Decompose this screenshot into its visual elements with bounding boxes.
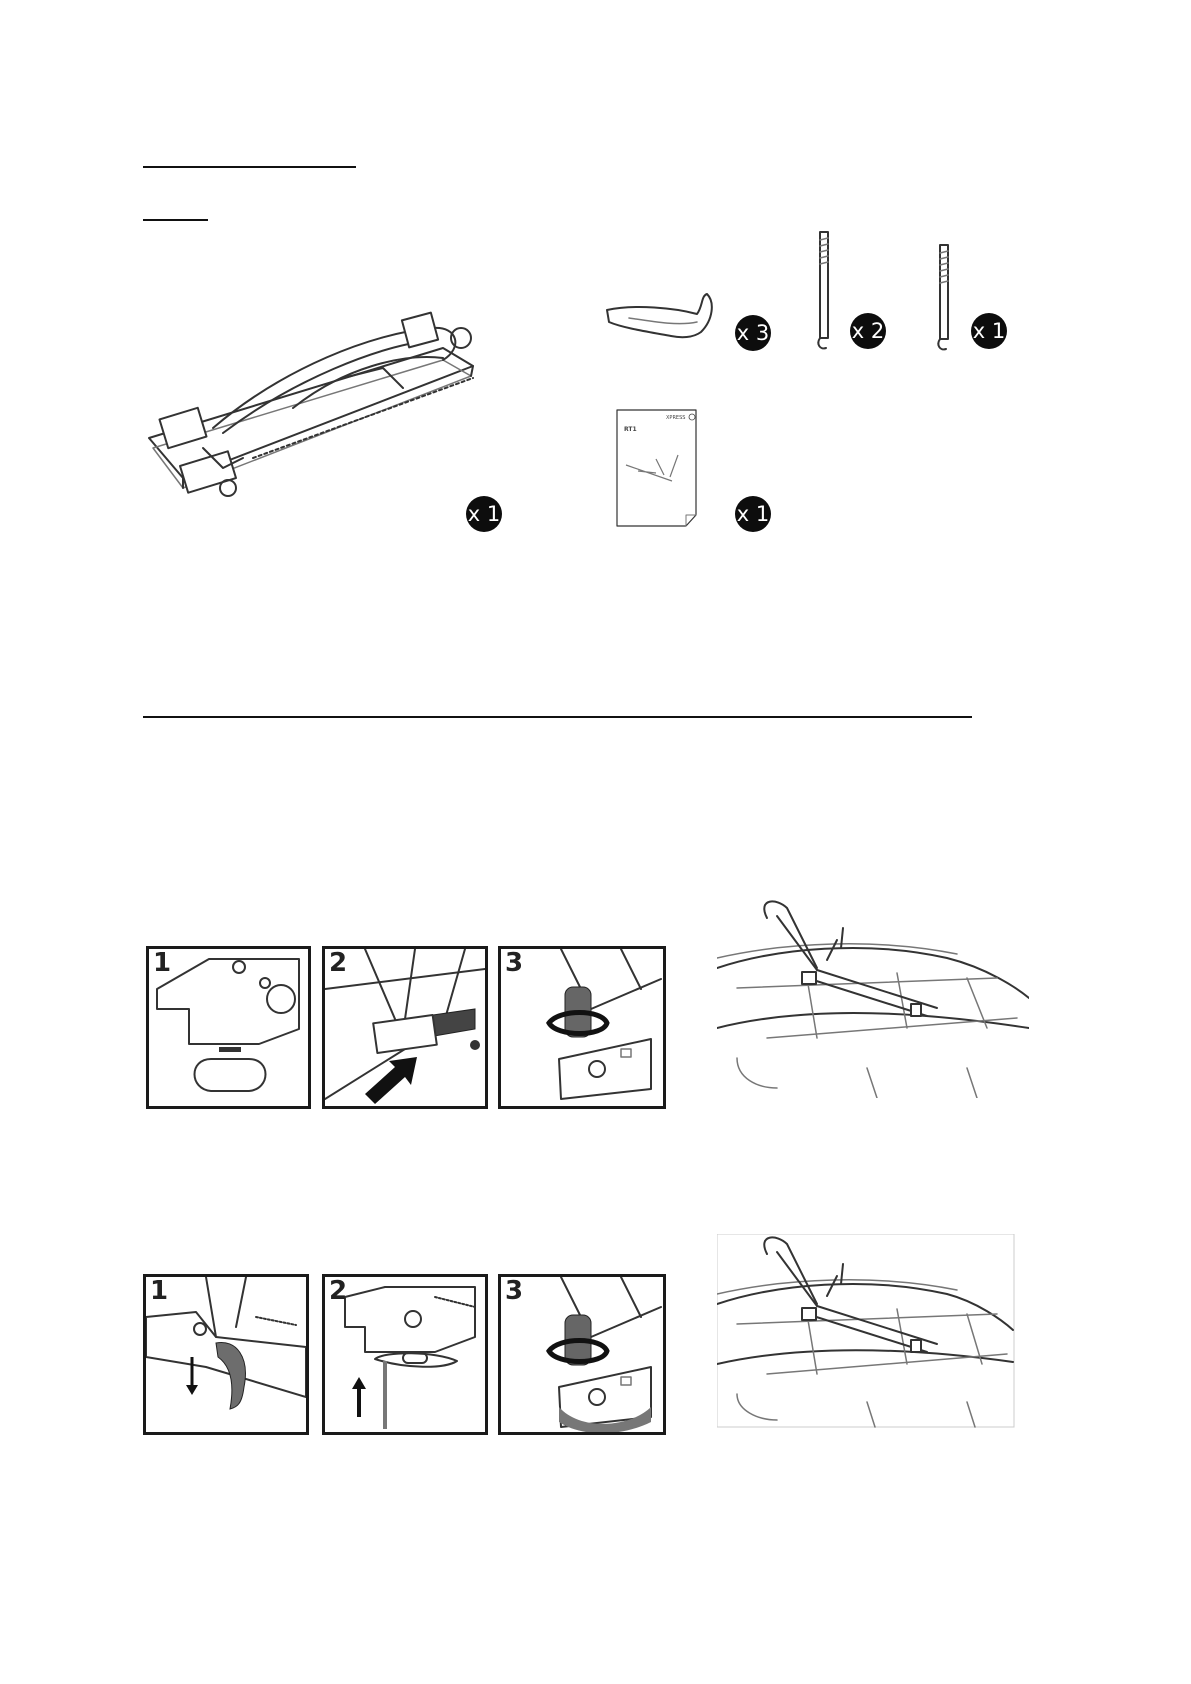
- step-panel-row2-1: [143, 1274, 309, 1435]
- step-panel-row2-3: [498, 1274, 666, 1435]
- short-bolt-illustration: [934, 243, 954, 353]
- bike-rack-illustration: [143, 308, 503, 518]
- car-roof-rack-illustration-1: [717, 898, 1029, 1098]
- long-bolt-illustration: [814, 230, 834, 352]
- manual-illustration: [616, 409, 698, 527]
- step-panel-row2-2: [322, 1274, 488, 1435]
- wheel-strap-illustration: [605, 292, 715, 342]
- step-panel-row1-3: [498, 946, 666, 1109]
- section-title-underline: [143, 166, 356, 168]
- step-panel-row1-1: [146, 946, 311, 1109]
- step-number: 1: [153, 948, 172, 978]
- car-roof-rack-illustration-2: [717, 1234, 1015, 1428]
- manual-model: RT1: [624, 426, 637, 433]
- subsection-title-underline: [143, 219, 208, 221]
- wheel-strap-quantity-badge: x 3: [735, 315, 771, 351]
- step-number: 3: [505, 1276, 524, 1306]
- step-number: 3: [505, 948, 524, 978]
- long-bolt-quantity-badge: x 2: [850, 313, 886, 349]
- step-number: 1: [150, 1276, 169, 1306]
- step-panel-row1-2: [322, 946, 488, 1109]
- rack-quantity-badge: x 1: [466, 496, 502, 532]
- short-bolt-quantity-badge: x 1: [971, 313, 1007, 349]
- installation-title-underline: [143, 716, 972, 718]
- step-number: 2: [329, 948, 348, 978]
- step-number: 2: [329, 1276, 348, 1306]
- manual-brand: XPRESS: [666, 415, 686, 421]
- manual-quantity-badge: x 1: [735, 496, 771, 532]
